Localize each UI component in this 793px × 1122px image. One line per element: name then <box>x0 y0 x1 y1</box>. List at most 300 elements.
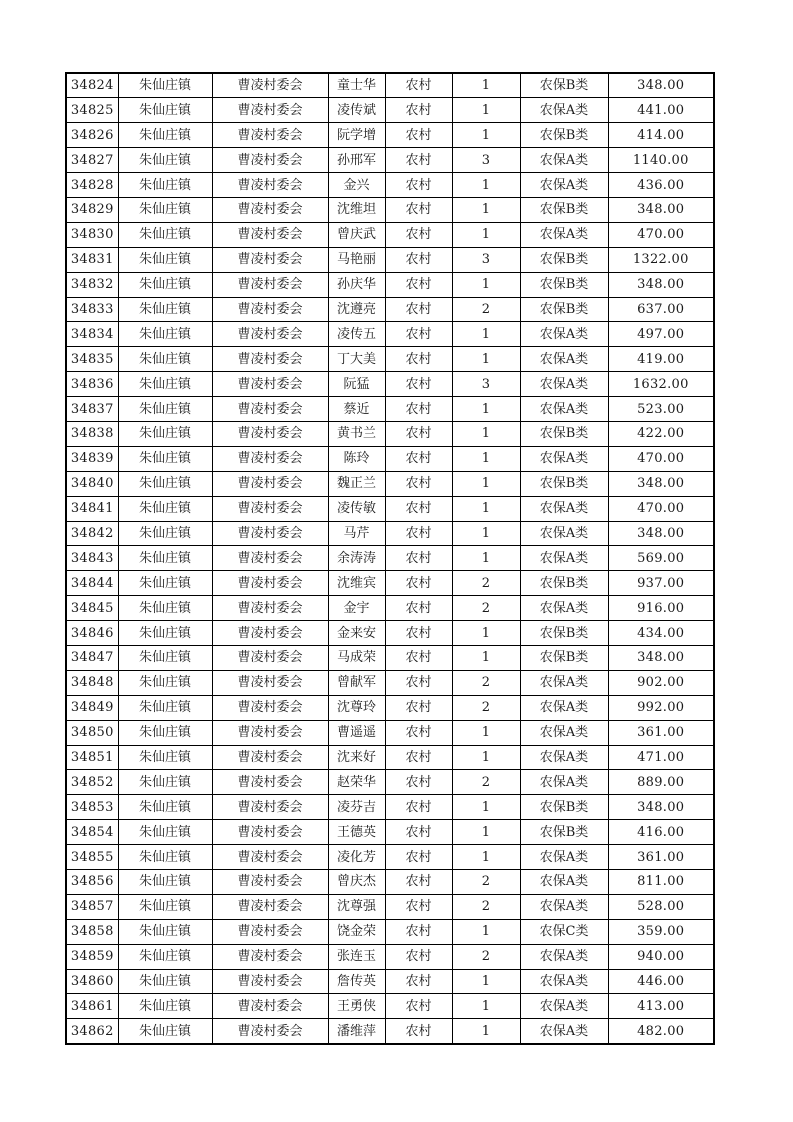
table-row <box>66 870 714 895</box>
village-committee-cell: 曹凌村委会 <box>212 645 328 670</box>
insurance-category-cell: 农保A类 <box>520 720 608 745</box>
town-cell: 朱仙庄镇 <box>118 521 212 546</box>
person-count-cell: 1 <box>452 347 520 372</box>
person-name-cell: 马成荣 <box>328 645 385 670</box>
serial-number-cell: 34836 <box>66 372 118 397</box>
village-committee-cell: 曹凌村委会 <box>212 919 328 944</box>
insurance-category-cell: 农保B类 <box>520 123 608 148</box>
table-row <box>66 372 714 397</box>
person-name-cell: 余涛涛 <box>328 546 385 571</box>
residence-type-cell: 农村 <box>385 197 452 222</box>
serial-number-cell: 34850 <box>66 720 118 745</box>
town-cell: 朱仙庄镇 <box>118 148 212 173</box>
person-count-cell: 1 <box>452 421 520 446</box>
village-committee-cell: 曹凌村委会 <box>212 571 328 596</box>
town-cell: 朱仙庄镇 <box>118 372 212 397</box>
table-row <box>66 621 714 646</box>
residence-type-cell: 农村 <box>385 148 452 173</box>
amount-cell: 361.00 <box>608 845 714 870</box>
table-row <box>66 919 714 944</box>
table-row <box>66 645 714 670</box>
amount-cell: 523.00 <box>608 397 714 422</box>
amount-cell: 471.00 <box>608 745 714 770</box>
insurance-category-cell: 农保A类 <box>520 695 608 720</box>
person-name-cell: 张连玉 <box>328 944 385 969</box>
table-row <box>66 695 714 720</box>
person-name-cell: 金兴 <box>328 173 385 198</box>
residence-type-cell: 农村 <box>385 347 452 372</box>
person-count-cell: 2 <box>452 870 520 895</box>
insurance-category-cell: 农保B类 <box>520 197 608 222</box>
table-row <box>66 173 714 198</box>
insurance-category-cell: 农保A类 <box>520 148 608 173</box>
table-row <box>66 297 714 322</box>
residence-type-cell: 农村 <box>385 621 452 646</box>
person-count-cell: 1 <box>452 197 520 222</box>
village-committee-cell: 曹凌村委会 <box>212 870 328 895</box>
village-committee-cell: 曹凌村委会 <box>212 1019 328 1044</box>
table-row <box>66 596 714 621</box>
residence-type-cell: 农村 <box>385 521 452 546</box>
person-name-cell: 黄书兰 <box>328 421 385 446</box>
serial-number-cell: 34834 <box>66 322 118 347</box>
person-name-cell: 阮猛 <box>328 372 385 397</box>
residence-type-cell: 农村 <box>385 820 452 845</box>
residence-type-cell: 农村 <box>385 1019 452 1044</box>
person-count-cell: 1 <box>452 496 520 521</box>
serial-number-cell: 34833 <box>66 297 118 322</box>
residence-type-cell: 农村 <box>385 397 452 422</box>
residence-type-cell: 农村 <box>385 720 452 745</box>
residence-type-cell: 农村 <box>385 994 452 1019</box>
insurance-category-cell: 农保A类 <box>520 347 608 372</box>
table-row <box>66 845 714 870</box>
person-count-cell: 1 <box>452 1019 520 1044</box>
person-count-cell: 1 <box>452 621 520 646</box>
residence-type-cell: 农村 <box>385 571 452 596</box>
residence-type-cell: 农村 <box>385 73 452 98</box>
amount-cell: 482.00 <box>608 1019 714 1044</box>
insurance-category-cell: 农保B类 <box>520 421 608 446</box>
person-name-cell: 魏正兰 <box>328 471 385 496</box>
person-count-cell: 1 <box>452 521 520 546</box>
village-committee-cell: 曹凌村委会 <box>212 770 328 795</box>
person-name-cell: 沈来好 <box>328 745 385 770</box>
insurance-category-cell: 农保B类 <box>520 645 608 670</box>
serial-number-cell: 34837 <box>66 397 118 422</box>
serial-number-cell: 34829 <box>66 197 118 222</box>
person-name-cell: 童士华 <box>328 73 385 98</box>
person-count-cell: 1 <box>452 98 520 123</box>
insurance-category-cell: 农保A类 <box>520 173 608 198</box>
residence-type-cell: 农村 <box>385 272 452 297</box>
table-row <box>66 123 714 148</box>
table-body <box>66 73 714 1044</box>
village-committee-cell: 曹凌村委会 <box>212 197 328 222</box>
person-name-cell: 赵荣华 <box>328 770 385 795</box>
person-count-cell: 1 <box>452 73 520 98</box>
amount-cell: 937.00 <box>608 571 714 596</box>
person-count-cell: 1 <box>452 222 520 247</box>
person-count-cell: 2 <box>452 670 520 695</box>
residence-type-cell: 农村 <box>385 546 452 571</box>
village-committee-cell: 曹凌村委会 <box>212 521 328 546</box>
village-committee-cell: 曹凌村委会 <box>212 795 328 820</box>
amount-cell: 446.00 <box>608 969 714 994</box>
amount-cell: 470.00 <box>608 222 714 247</box>
serial-number-cell: 34826 <box>66 123 118 148</box>
person-name-cell: 阮学增 <box>328 123 385 148</box>
table-row <box>66 471 714 496</box>
amount-cell: 414.00 <box>608 123 714 148</box>
amount-cell: 916.00 <box>608 596 714 621</box>
table-row <box>66 397 714 422</box>
town-cell: 朱仙庄镇 <box>118 969 212 994</box>
person-name-cell: 沈遵亮 <box>328 297 385 322</box>
table-row <box>66 322 714 347</box>
village-committee-cell: 曹凌村委会 <box>212 123 328 148</box>
person-name-cell: 曾庆杰 <box>328 870 385 895</box>
insurance-payment-table <box>65 72 715 1045</box>
serial-number-cell: 34861 <box>66 994 118 1019</box>
village-committee-cell: 曹凌村委会 <box>212 347 328 372</box>
serial-number-cell: 34847 <box>66 645 118 670</box>
town-cell: 朱仙庄镇 <box>118 845 212 870</box>
serial-number-cell: 34857 <box>66 894 118 919</box>
table-row <box>66 446 714 471</box>
amount-cell: 569.00 <box>608 546 714 571</box>
insurance-category-cell: 农保B类 <box>520 571 608 596</box>
table-row <box>66 98 714 123</box>
person-count-cell: 1 <box>452 471 520 496</box>
amount-cell: 940.00 <box>608 944 714 969</box>
village-committee-cell: 曹凌村委会 <box>212 297 328 322</box>
serial-number-cell: 34862 <box>66 1019 118 1044</box>
person-count-cell: 2 <box>452 770 520 795</box>
residence-type-cell: 农村 <box>385 645 452 670</box>
table-row <box>66 770 714 795</box>
town-cell: 朱仙庄镇 <box>118 596 212 621</box>
person-count-cell: 2 <box>452 571 520 596</box>
person-name-cell: 孙邢军 <box>328 148 385 173</box>
amount-cell: 413.00 <box>608 994 714 1019</box>
serial-number-cell: 34845 <box>66 596 118 621</box>
residence-type-cell: 农村 <box>385 297 452 322</box>
person-count-cell: 2 <box>452 596 520 621</box>
town-cell: 朱仙庄镇 <box>118 820 212 845</box>
person-count-cell: 1 <box>452 546 520 571</box>
insurance-category-cell: 农保A类 <box>520 944 608 969</box>
town-cell: 朱仙庄镇 <box>118 546 212 571</box>
insurance-category-cell: 农保A类 <box>520 994 608 1019</box>
insurance-category-cell: 农保C类 <box>520 919 608 944</box>
table-row <box>66 421 714 446</box>
serial-number-cell: 34831 <box>66 247 118 272</box>
serial-number-cell: 34853 <box>66 795 118 820</box>
serial-number-cell: 34827 <box>66 148 118 173</box>
residence-type-cell: 农村 <box>385 372 452 397</box>
insurance-category-cell: 农保A类 <box>520 98 608 123</box>
village-committee-cell: 曹凌村委会 <box>212 720 328 745</box>
person-name-cell: 曾献军 <box>328 670 385 695</box>
town-cell: 朱仙庄镇 <box>118 322 212 347</box>
village-committee-cell: 曹凌村委会 <box>212 446 328 471</box>
insurance-category-cell: 农保B类 <box>520 247 608 272</box>
amount-cell: 348.00 <box>608 272 714 297</box>
person-name-cell: 沈维宾 <box>328 571 385 596</box>
amount-cell: 348.00 <box>608 471 714 496</box>
person-count-cell: 2 <box>452 297 520 322</box>
village-committee-cell: 曹凌村委会 <box>212 148 328 173</box>
table-row <box>66 670 714 695</box>
serial-number-cell: 34841 <box>66 496 118 521</box>
person-name-cell: 沈尊强 <box>328 894 385 919</box>
table-row <box>66 994 714 1019</box>
town-cell: 朱仙庄镇 <box>118 397 212 422</box>
residence-type-cell: 农村 <box>385 173 452 198</box>
residence-type-cell: 农村 <box>385 496 452 521</box>
town-cell: 朱仙庄镇 <box>118 297 212 322</box>
village-committee-cell: 曹凌村委会 <box>212 546 328 571</box>
serial-number-cell: 34840 <box>66 471 118 496</box>
insurance-category-cell: 农保A类 <box>520 770 608 795</box>
person-count-cell: 1 <box>452 645 520 670</box>
person-count-cell: 1 <box>452 123 520 148</box>
town-cell: 朱仙庄镇 <box>118 695 212 720</box>
amount-cell: 470.00 <box>608 446 714 471</box>
table-row <box>66 969 714 994</box>
person-count-cell: 1 <box>452 397 520 422</box>
serial-number-cell: 34848 <box>66 670 118 695</box>
town-cell: 朱仙庄镇 <box>118 173 212 198</box>
table-row <box>66 73 714 98</box>
amount-cell: 470.00 <box>608 496 714 521</box>
residence-type-cell: 农村 <box>385 894 452 919</box>
residence-type-cell: 农村 <box>385 322 452 347</box>
person-name-cell: 金来安 <box>328 621 385 646</box>
town-cell: 朱仙庄镇 <box>118 73 212 98</box>
town-cell: 朱仙庄镇 <box>118 770 212 795</box>
person-name-cell: 凌传斌 <box>328 98 385 123</box>
insurance-category-cell: 农保A类 <box>520 322 608 347</box>
person-name-cell: 曹遥遥 <box>328 720 385 745</box>
residence-type-cell: 农村 <box>385 745 452 770</box>
insurance-category-cell: 农保B类 <box>520 621 608 646</box>
town-cell: 朱仙庄镇 <box>118 795 212 820</box>
amount-cell: 637.00 <box>608 297 714 322</box>
person-name-cell: 孙庆华 <box>328 272 385 297</box>
person-count-cell: 3 <box>452 247 520 272</box>
insurance-category-cell: 农保B类 <box>520 297 608 322</box>
person-count-cell: 1 <box>452 969 520 994</box>
serial-number-cell: 34843 <box>66 546 118 571</box>
insurance-category-cell: 农保B类 <box>520 820 608 845</box>
residence-type-cell: 农村 <box>385 98 452 123</box>
insurance-category-cell: 农保A类 <box>520 1019 608 1044</box>
town-cell: 朱仙庄镇 <box>118 1019 212 1044</box>
serial-number-cell: 34830 <box>66 222 118 247</box>
amount-cell: 416.00 <box>608 820 714 845</box>
person-count-cell: 1 <box>452 919 520 944</box>
serial-number-cell: 34859 <box>66 944 118 969</box>
person-count-cell: 1 <box>452 820 520 845</box>
residence-type-cell: 农村 <box>385 944 452 969</box>
village-committee-cell: 曹凌村委会 <box>212 969 328 994</box>
amount-cell: 348.00 <box>608 645 714 670</box>
amount-cell: 992.00 <box>608 695 714 720</box>
residence-type-cell: 农村 <box>385 670 452 695</box>
person-count-cell: 2 <box>452 894 520 919</box>
person-name-cell: 蔡近 <box>328 397 385 422</box>
village-committee-cell: 曹凌村委会 <box>212 471 328 496</box>
residence-type-cell: 农村 <box>385 446 452 471</box>
serial-number-cell: 34852 <box>66 770 118 795</box>
town-cell: 朱仙庄镇 <box>118 994 212 1019</box>
residence-type-cell: 农村 <box>385 870 452 895</box>
table-row <box>66 247 714 272</box>
residence-type-cell: 农村 <box>385 596 452 621</box>
insurance-category-cell: 农保A类 <box>520 670 608 695</box>
town-cell: 朱仙庄镇 <box>118 870 212 895</box>
village-committee-cell: 曹凌村委会 <box>212 894 328 919</box>
insurance-category-cell: 农保A类 <box>520 969 608 994</box>
amount-cell: 811.00 <box>608 870 714 895</box>
amount-cell: 889.00 <box>608 770 714 795</box>
town-cell: 朱仙庄镇 <box>118 446 212 471</box>
amount-cell: 361.00 <box>608 720 714 745</box>
person-count-cell: 2 <box>452 944 520 969</box>
person-count-cell: 1 <box>452 845 520 870</box>
insurance-category-cell: 农保A类 <box>520 521 608 546</box>
serial-number-cell: 34860 <box>66 969 118 994</box>
village-committee-cell: 曹凌村委会 <box>212 820 328 845</box>
person-count-cell: 1 <box>452 745 520 770</box>
insurance-category-cell: 农保B类 <box>520 272 608 297</box>
person-count-cell: 1 <box>452 272 520 297</box>
person-name-cell: 曾庆武 <box>328 222 385 247</box>
village-committee-cell: 曹凌村委会 <box>212 944 328 969</box>
insurance-category-cell: 农保A类 <box>520 894 608 919</box>
person-count-cell: 1 <box>452 720 520 745</box>
town-cell: 朱仙庄镇 <box>118 621 212 646</box>
person-name-cell: 沈维坦 <box>328 197 385 222</box>
person-name-cell: 凌传五 <box>328 322 385 347</box>
town-cell: 朱仙庄镇 <box>118 272 212 297</box>
village-committee-cell: 曹凌村委会 <box>212 496 328 521</box>
amount-cell: 434.00 <box>608 621 714 646</box>
village-committee-cell: 曹凌村委会 <box>212 596 328 621</box>
person-count-cell: 1 <box>452 322 520 347</box>
amount-cell: 348.00 <box>608 73 714 98</box>
town-cell: 朱仙庄镇 <box>118 919 212 944</box>
amount-cell: 348.00 <box>608 795 714 820</box>
residence-type-cell: 农村 <box>385 123 452 148</box>
table-row <box>66 894 714 919</box>
amount-cell: 348.00 <box>608 197 714 222</box>
person-name-cell: 马芹 <box>328 521 385 546</box>
person-name-cell: 凌芬吉 <box>328 795 385 820</box>
table-row <box>66 222 714 247</box>
town-cell: 朱仙庄镇 <box>118 571 212 596</box>
person-name-cell: 詹传英 <box>328 969 385 994</box>
village-committee-cell: 曹凌村委会 <box>212 173 328 198</box>
serial-number-cell: 34825 <box>66 98 118 123</box>
insurance-category-cell: 农保A类 <box>520 546 608 571</box>
insurance-category-cell: 农保A类 <box>520 446 608 471</box>
person-name-cell: 饶金荣 <box>328 919 385 944</box>
amount-cell: 497.00 <box>608 322 714 347</box>
insurance-category-cell: 农保A类 <box>520 596 608 621</box>
residence-type-cell: 农村 <box>385 695 452 720</box>
table-row <box>66 148 714 173</box>
serial-number-cell: 34844 <box>66 571 118 596</box>
residence-type-cell: 农村 <box>385 770 452 795</box>
serial-number-cell: 34851 <box>66 745 118 770</box>
amount-cell: 359.00 <box>608 919 714 944</box>
table-row <box>66 720 714 745</box>
person-count-cell: 1 <box>452 173 520 198</box>
table-row <box>66 496 714 521</box>
residence-type-cell: 农村 <box>385 471 452 496</box>
town-cell: 朱仙庄镇 <box>118 496 212 521</box>
serial-number-cell: 34838 <box>66 421 118 446</box>
table-row <box>66 197 714 222</box>
residence-type-cell: 农村 <box>385 795 452 820</box>
table-row <box>66 546 714 571</box>
village-committee-cell: 曹凌村委会 <box>212 745 328 770</box>
insurance-category-cell: 农保A类 <box>520 496 608 521</box>
person-name-cell: 陈玲 <box>328 446 385 471</box>
table-row <box>66 944 714 969</box>
insurance-category-cell: 农保B类 <box>520 471 608 496</box>
insurance-category-cell: 农保A类 <box>520 222 608 247</box>
village-committee-cell: 曹凌村委会 <box>212 621 328 646</box>
town-cell: 朱仙庄镇 <box>118 645 212 670</box>
person-count-cell: 1 <box>452 994 520 1019</box>
village-committee-cell: 曹凌村委会 <box>212 845 328 870</box>
insurance-category-cell: 农保A类 <box>520 745 608 770</box>
town-cell: 朱仙庄镇 <box>118 123 212 148</box>
town-cell: 朱仙庄镇 <box>118 720 212 745</box>
town-cell: 朱仙庄镇 <box>118 197 212 222</box>
person-name-cell: 潘维萍 <box>328 1019 385 1044</box>
amount-cell: 1322.00 <box>608 247 714 272</box>
town-cell: 朱仙庄镇 <box>118 347 212 372</box>
serial-number-cell: 34835 <box>66 347 118 372</box>
serial-number-cell: 34828 <box>66 173 118 198</box>
serial-number-cell: 34858 <box>66 919 118 944</box>
table-row <box>66 571 714 596</box>
insurance-category-cell: 农保A类 <box>520 397 608 422</box>
person-count-cell: 1 <box>452 446 520 471</box>
table-row <box>66 820 714 845</box>
insurance-category-cell: 农保B类 <box>520 73 608 98</box>
residence-type-cell: 农村 <box>385 919 452 944</box>
amount-cell: 1140.00 <box>608 148 714 173</box>
table-row <box>66 745 714 770</box>
person-count-cell: 3 <box>452 148 520 173</box>
table-row <box>66 1019 714 1044</box>
town-cell: 朱仙庄镇 <box>118 222 212 247</box>
village-committee-cell: 曹凌村委会 <box>212 247 328 272</box>
village-committee-cell: 曹凌村委会 <box>212 695 328 720</box>
person-count-cell: 3 <box>452 372 520 397</box>
town-cell: 朱仙庄镇 <box>118 894 212 919</box>
residence-type-cell: 农村 <box>385 421 452 446</box>
person-name-cell: 金宇 <box>328 596 385 621</box>
amount-cell: 436.00 <box>608 173 714 198</box>
person-name-cell: 马艳丽 <box>328 247 385 272</box>
